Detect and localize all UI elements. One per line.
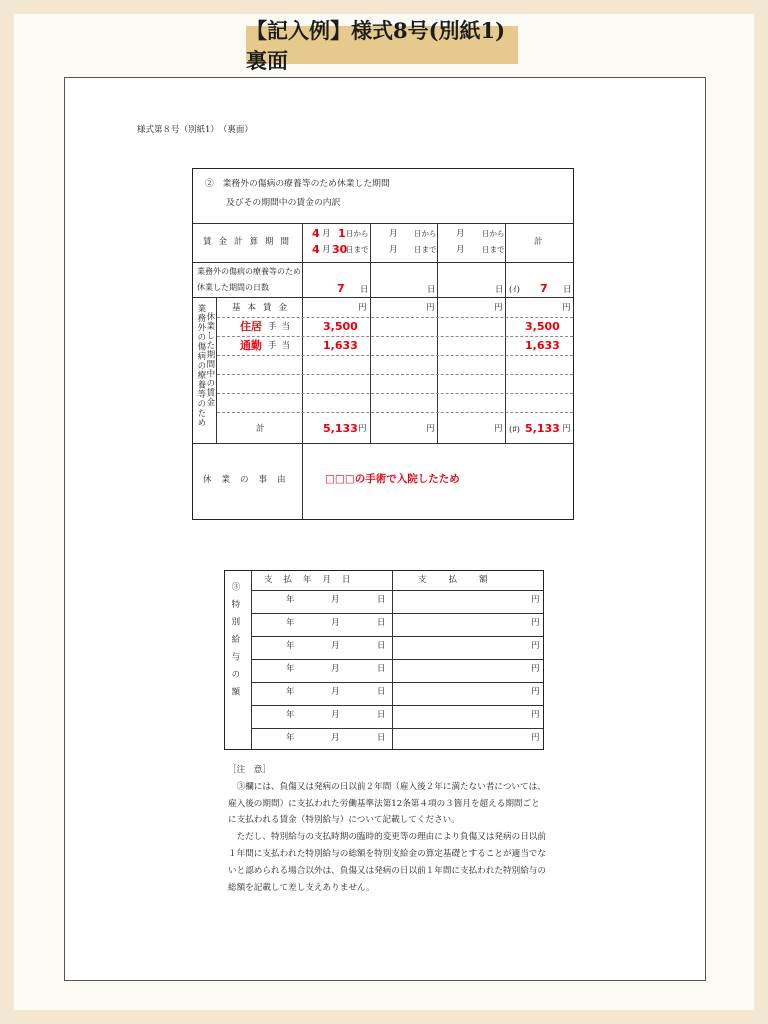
payment-row-6-day-unit: 日 — [377, 710, 386, 720]
payment-row-4-year-unit: 年 — [286, 664, 295, 674]
side-label-a: 業務外の傷病の療養等のため — [195, 304, 206, 428]
banner-title: 【記入例】様式8号(別紙1)裏面 — [246, 26, 518, 64]
payment-row-1-day-unit: 日 — [377, 595, 386, 605]
wage-total-label: 計 — [256, 424, 265, 434]
col-date-header: 支払年月日 — [264, 575, 362, 585]
side-label-b: 休業した期間中の賃金 — [204, 312, 215, 407]
payment-row-3-year-unit: 年 — [286, 641, 295, 651]
payment-row-3-yen-unit: 円 — [531, 641, 540, 651]
payment-row-2-day-unit: 日 — [377, 618, 386, 628]
commute-allowance-total: 1,633 — [525, 339, 560, 352]
housing-allowance-name: 住居 — [240, 320, 262, 333]
payment-row-7-year-unit: 年 — [286, 733, 295, 743]
notes-title: ［注 意］ — [228, 765, 271, 775]
payment-row-6-yen-unit: 円 — [531, 710, 540, 720]
col1-day-from: 1 — [338, 227, 346, 240]
payment-row-2-year-unit: 年 — [286, 618, 295, 628]
col-amount-header: 支払額 — [418, 575, 510, 585]
payment-row-6-year-unit: 年 — [286, 710, 295, 720]
payment-row-7-day-unit: 日 — [377, 733, 386, 743]
payment-row-2-yen-unit: 円 — [531, 618, 540, 628]
wage-total-mark: (ﾛ) — [509, 425, 520, 435]
days-col1: 7 — [337, 282, 345, 295]
col1-month-to: 4 — [312, 243, 320, 256]
form-title: 様式第８号（別紙1） （裏面） — [137, 125, 253, 135]
col1-month-from: 4 — [312, 227, 320, 240]
payment-row-7-month-unit: 月 — [331, 733, 340, 743]
notes-para1: ③欄には、負傷又は発病の日以前２年間（雇入後２年に満たない者については、雇入後の期間）に支払われた労働基準法第12条第４項の３箇月を超える期間ごとに支払われる賃金（特別給与）について記載してください。 — [228, 781, 546, 826]
payment-row-3-day-unit: 日 — [377, 641, 386, 651]
payment-row-1-yen-unit: 円 — [531, 595, 540, 605]
notes — [228, 762, 546, 896]
payment-row-4-day-unit: 日 — [377, 664, 386, 674]
commute-allowance-name: 通勤 — [240, 339, 262, 352]
housing-allowance-col1: 3,500 — [323, 320, 358, 333]
commute-allowance-col1: 1,633 — [323, 339, 358, 352]
payment-row-2-month-unit: 月 — [331, 618, 340, 628]
payment-row-4-month-unit: 月 — [331, 664, 340, 674]
notes-para2: ただし、特別給与の支払時期の臨時的変更等の理由により負傷又は発病の日以前１年間に支払われた特別給与の総額を特別支給金の算定基礎とすることが適当でないと認められる場合以外は、負傷又は発病の日以前１年間に支払われた特別給与の総額を記載して差し支えありません。 — [228, 832, 546, 893]
basic-wage-label: 基本賃金 — [232, 303, 295, 313]
wage-grand-total: 5,133 — [525, 422, 560, 435]
section2-heading-line2: 及びその期間中の賃金の内訳 — [226, 198, 341, 208]
wage-total-col1: 5,133 — [323, 422, 358, 435]
payment-row-1-year-unit: 年 — [286, 595, 295, 605]
payment-row-5-day-unit: 日 — [377, 687, 386, 697]
payment-row-6-month-unit: 月 — [331, 710, 340, 720]
reason-label: 休業の事由 — [203, 475, 296, 485]
payment-row-7-yen-unit: 円 — [531, 733, 540, 743]
section2-heading-line1: ② 業務外の傷病の療養等のため休業した期間 — [205, 179, 390, 189]
payment-row-5-year-unit: 年 — [286, 687, 295, 697]
col1-day-to: 30 — [332, 243, 348, 256]
days-label-line1: 業務外の傷病の療養等のため — [197, 267, 301, 276]
payment-row-1-month-unit: 月 — [331, 595, 340, 605]
payment-row-5-yen-unit: 円 — [531, 687, 540, 697]
payment-row-3-month-unit: 月 — [331, 641, 340, 651]
section3-side-label: ③特別給与の額 — [229, 582, 240, 705]
reason-value: □□□の手術で入院したため — [325, 473, 460, 485]
days-label-line2: 休業した期間の日数 — [197, 283, 269, 292]
payment-row-4-yen-unit: 円 — [531, 664, 540, 674]
period-total-label: 計 — [534, 237, 543, 247]
days-total: 7 — [540, 282, 548, 295]
housing-allowance-total: 3,500 — [525, 320, 560, 333]
calc-period-label: 賃金計算期間 — [203, 237, 297, 247]
days-total-mark: (ｲ) — [509, 285, 520, 295]
payment-row-5-month-unit: 月 — [331, 687, 340, 697]
